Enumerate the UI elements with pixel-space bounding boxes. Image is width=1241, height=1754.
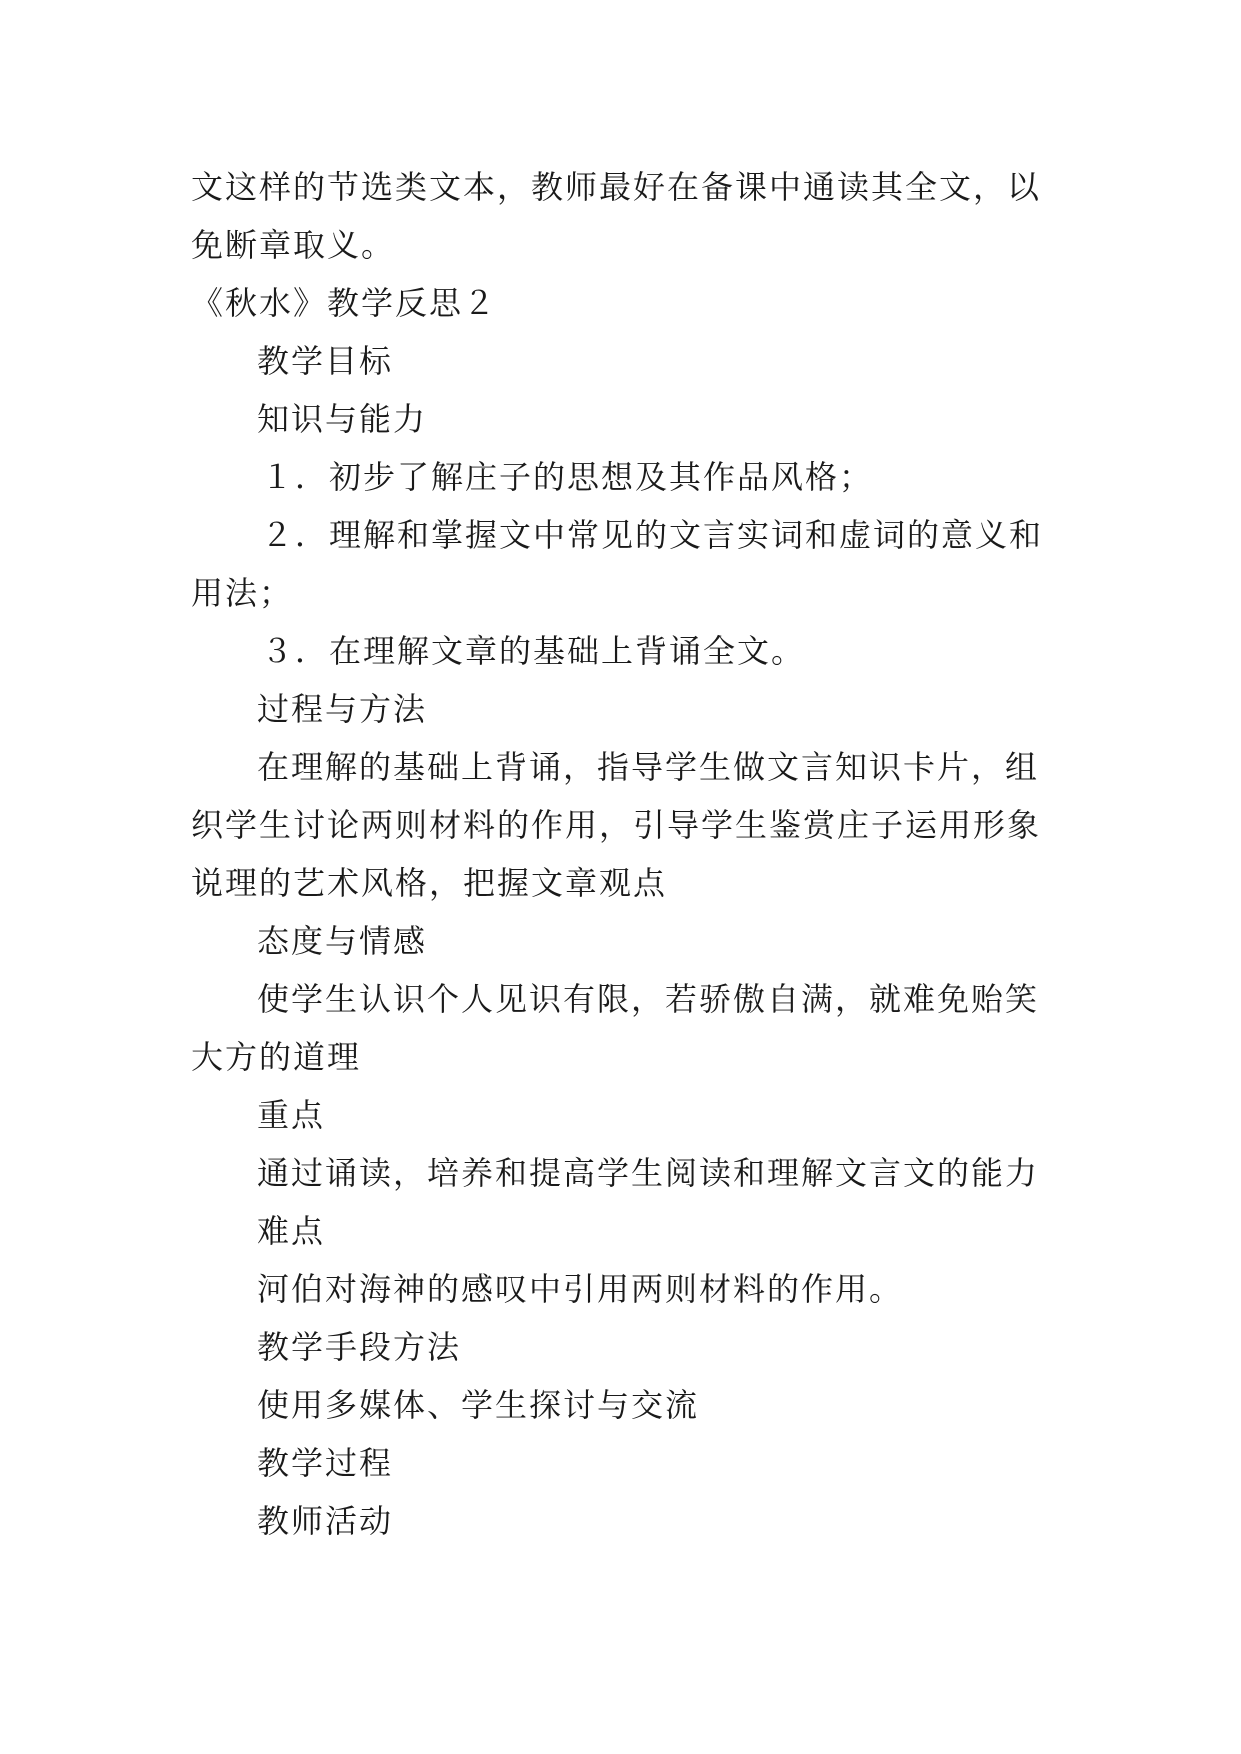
document-body bbox=[191, 158, 1061, 1550]
heading-process-method: 过程与方法 bbox=[257, 690, 428, 728]
paragraph-difficulty: 河伯对海神的感叹中引用两则材料的作用。 bbox=[257, 1270, 904, 1308]
paragraph-attitude-emotion: 使学生认识个人见识有限，若骄傲自满，就难免贻笑大方的道理 bbox=[191, 980, 1040, 1076]
heading-teaching-goals: 教学目标 bbox=[257, 342, 394, 380]
heading-key-point: 重点 bbox=[257, 1096, 326, 1134]
heading-teaching-process: 教学过程 bbox=[257, 1444, 394, 1482]
list-item-2: ２．理解和掌握文中常见的文言实词和虚词的意义和用法； bbox=[191, 516, 1044, 612]
paragraph-process-method: 在理解的基础上背诵，指导学生做文言知识卡片，组织学生讨论两则材料的作用，引导学生鉴赏庄子运用形象说理的艺术风格，把握文章观点 bbox=[191, 748, 1042, 902]
heading-teaching-means: 教学手段方法 bbox=[257, 1328, 462, 1366]
paragraph-key-point: 通过诵读，培养和提高学生阅读和理解文言文的能力 bbox=[257, 1154, 1040, 1192]
heading-teacher-activity: 教师活动 bbox=[257, 1502, 394, 1540]
heading-difficulty: 难点 bbox=[257, 1212, 326, 1250]
paragraph-continuation: 文这样的节选类文本，教师最好在备课中通读其全文，以免断章取义。 bbox=[191, 168, 1042, 264]
section-title: 《秋水》教学反思２ bbox=[191, 284, 498, 322]
heading-knowledge-ability: 知识与能力 bbox=[257, 400, 428, 438]
list-item-3: ３．在理解文章的基础上背诵全文。 bbox=[261, 632, 806, 670]
paragraph-teaching-means: 使用多媒体、学生探讨与交流 bbox=[257, 1386, 700, 1424]
heading-attitude-emotion: 态度与情感 bbox=[257, 922, 428, 960]
list-item-1: １．初步了解庄子的思想及其作品风格； bbox=[261, 458, 874, 496]
